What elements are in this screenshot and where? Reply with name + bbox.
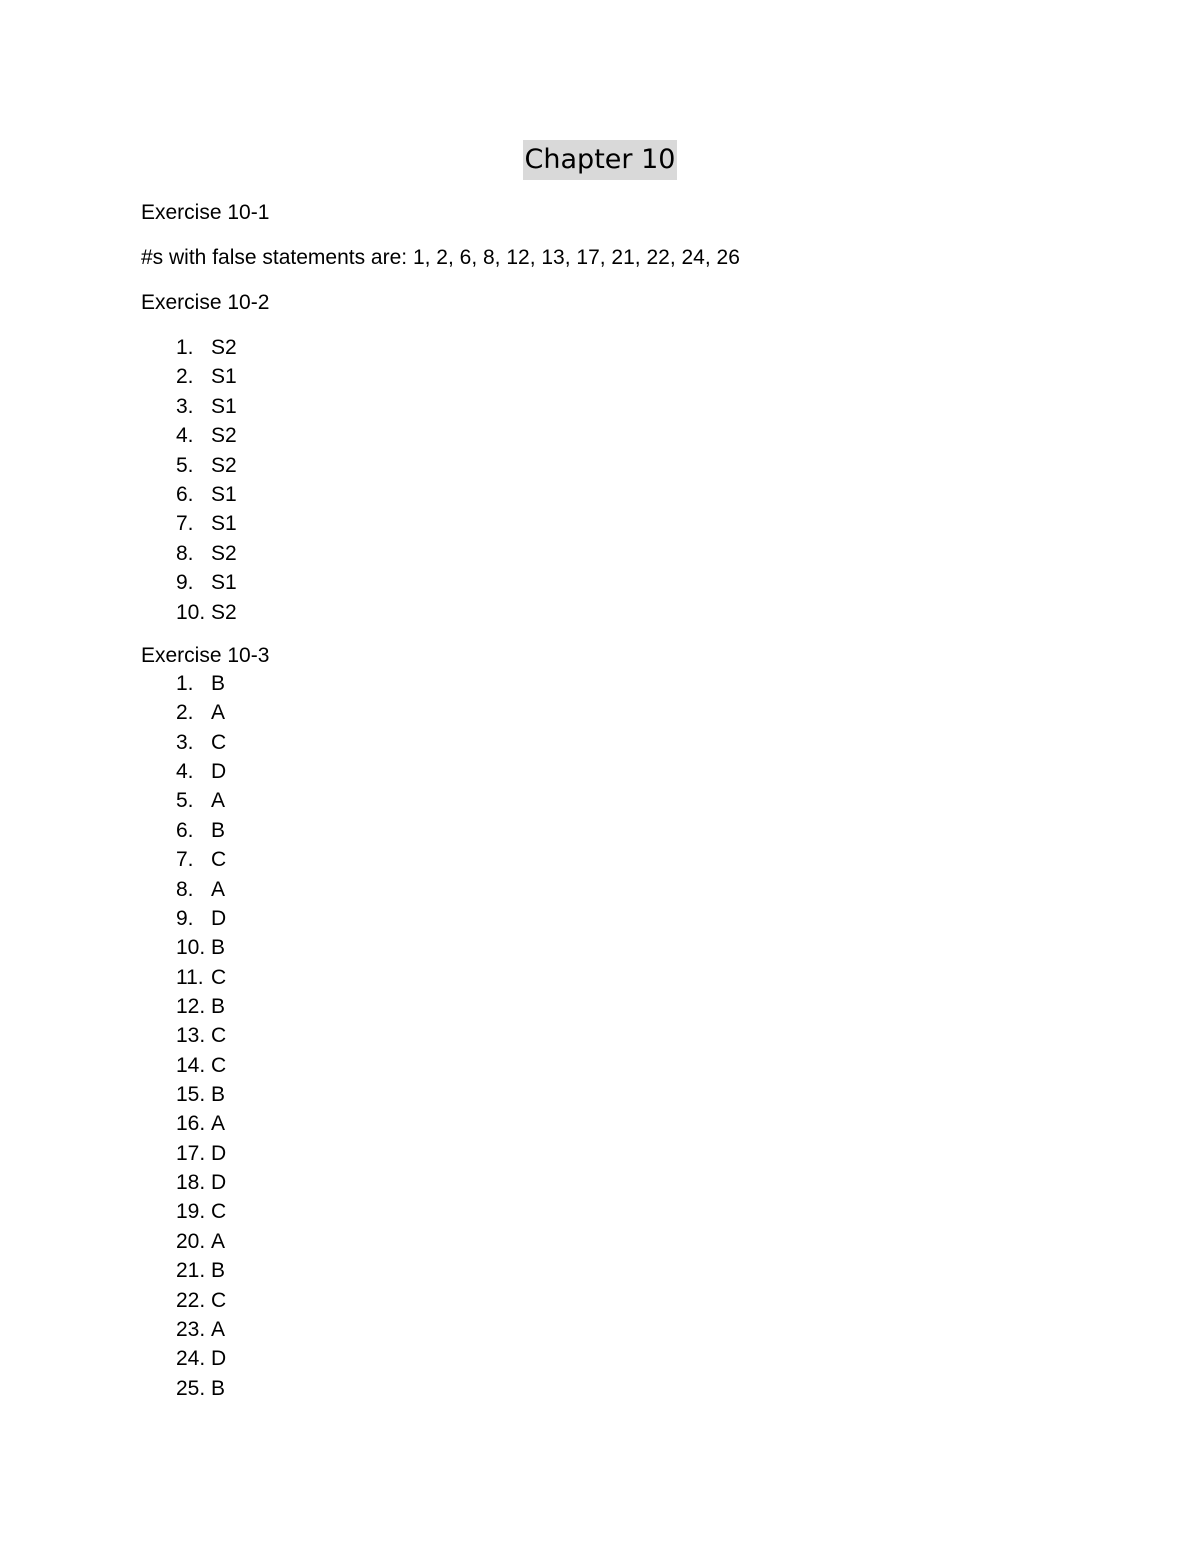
item-number: 10. [176,936,206,960]
item-number: 8. [176,541,194,565]
item-number: 8. [176,877,194,901]
item-number: 9. [176,906,194,930]
item-answer: C [211,1053,227,1077]
item-number: 7. [176,848,194,872]
item-number: 2. [176,701,194,725]
item-number: 3. [176,730,194,754]
item-answer: C [211,730,227,754]
item-answer: C [211,965,227,989]
item-answer: A [211,877,226,901]
item-answer: A [211,1317,226,1341]
item-number: 5. [176,453,194,477]
item-answer: S1 [211,394,237,418]
item-number: 17. [176,1141,206,1165]
item-number: 18. [176,1171,206,1195]
item-answer: A [211,789,226,813]
item-number: 11. [176,965,204,989]
item-answer: S1 [211,571,237,595]
item-answer: D [211,760,227,784]
item-answer: D [211,1171,227,1195]
item-number: 24. [176,1347,206,1371]
exercise-10-3-heading: Exercise 10-3 [141,644,270,667]
item-answer: D [211,1347,227,1371]
item-answer: S1 [211,482,237,506]
item-answer: D [211,1141,227,1165]
item-number: 6. [176,818,194,842]
item-number: 4. [176,760,194,784]
item-answer: B [211,1083,226,1107]
item-answer: S1 [211,365,237,389]
item-number: 19. [176,1200,206,1224]
item-number: 5. [176,789,194,813]
item-number: 10. [176,600,206,624]
item-number: 9. [176,571,194,595]
item-number: 7. [176,512,194,536]
item-answer: C [211,1024,227,1048]
item-number: 22. [176,1288,206,1312]
item-answer: B [211,672,226,695]
page-title-container [0,140,1200,180]
item-number: 6. [176,482,194,506]
item-answer: B [211,936,226,960]
item-answer: B [211,818,226,842]
item-answer: C [211,1200,227,1224]
item-number: 12. [176,994,206,1018]
item-number: 14. [176,1053,206,1077]
item-answer: C [211,1288,227,1312]
item-number: 3. [176,394,194,418]
item-number: 21. [176,1259,206,1283]
item-answer: S2 [211,336,237,359]
item-answer: S2 [211,424,237,448]
item-number: 25. [176,1376,206,1400]
item-answer: A [211,1112,226,1136]
false-statements-line: #s with false statements are: 1, 2, 6, 8, 12, 13, 17, 21, 22, 24, 26 [141,246,740,269]
item-answer: S2 [211,541,237,565]
item-answer: C [211,848,227,872]
item-answer: D [211,906,227,930]
page-title: Chapter 10 [523,140,678,180]
item-answer: A [211,1229,226,1253]
item-number: 4. [176,424,194,448]
item-answer: B [211,1376,226,1400]
item-answer: A [211,701,226,725]
item-number: 13. [176,1024,206,1048]
item-number: 20. [176,1229,206,1253]
item-number: 16. [176,1112,206,1136]
item-answer: B [211,1259,226,1283]
item-number: 15. [176,1083,206,1107]
item-answer: S2 [211,453,237,477]
item-answer: S2 [211,600,237,624]
exercise-10-2-heading: Exercise 10-2 [141,291,270,314]
item-answer: S1 [211,512,237,536]
exercise-10-1-heading: Exercise 10-1 [141,201,270,224]
item-answer: B [211,994,226,1018]
item-number: 1. [176,336,194,359]
item-number: 23. [176,1317,206,1341]
item-number: 1. [176,672,194,695]
item-number: 2. [176,365,194,389]
